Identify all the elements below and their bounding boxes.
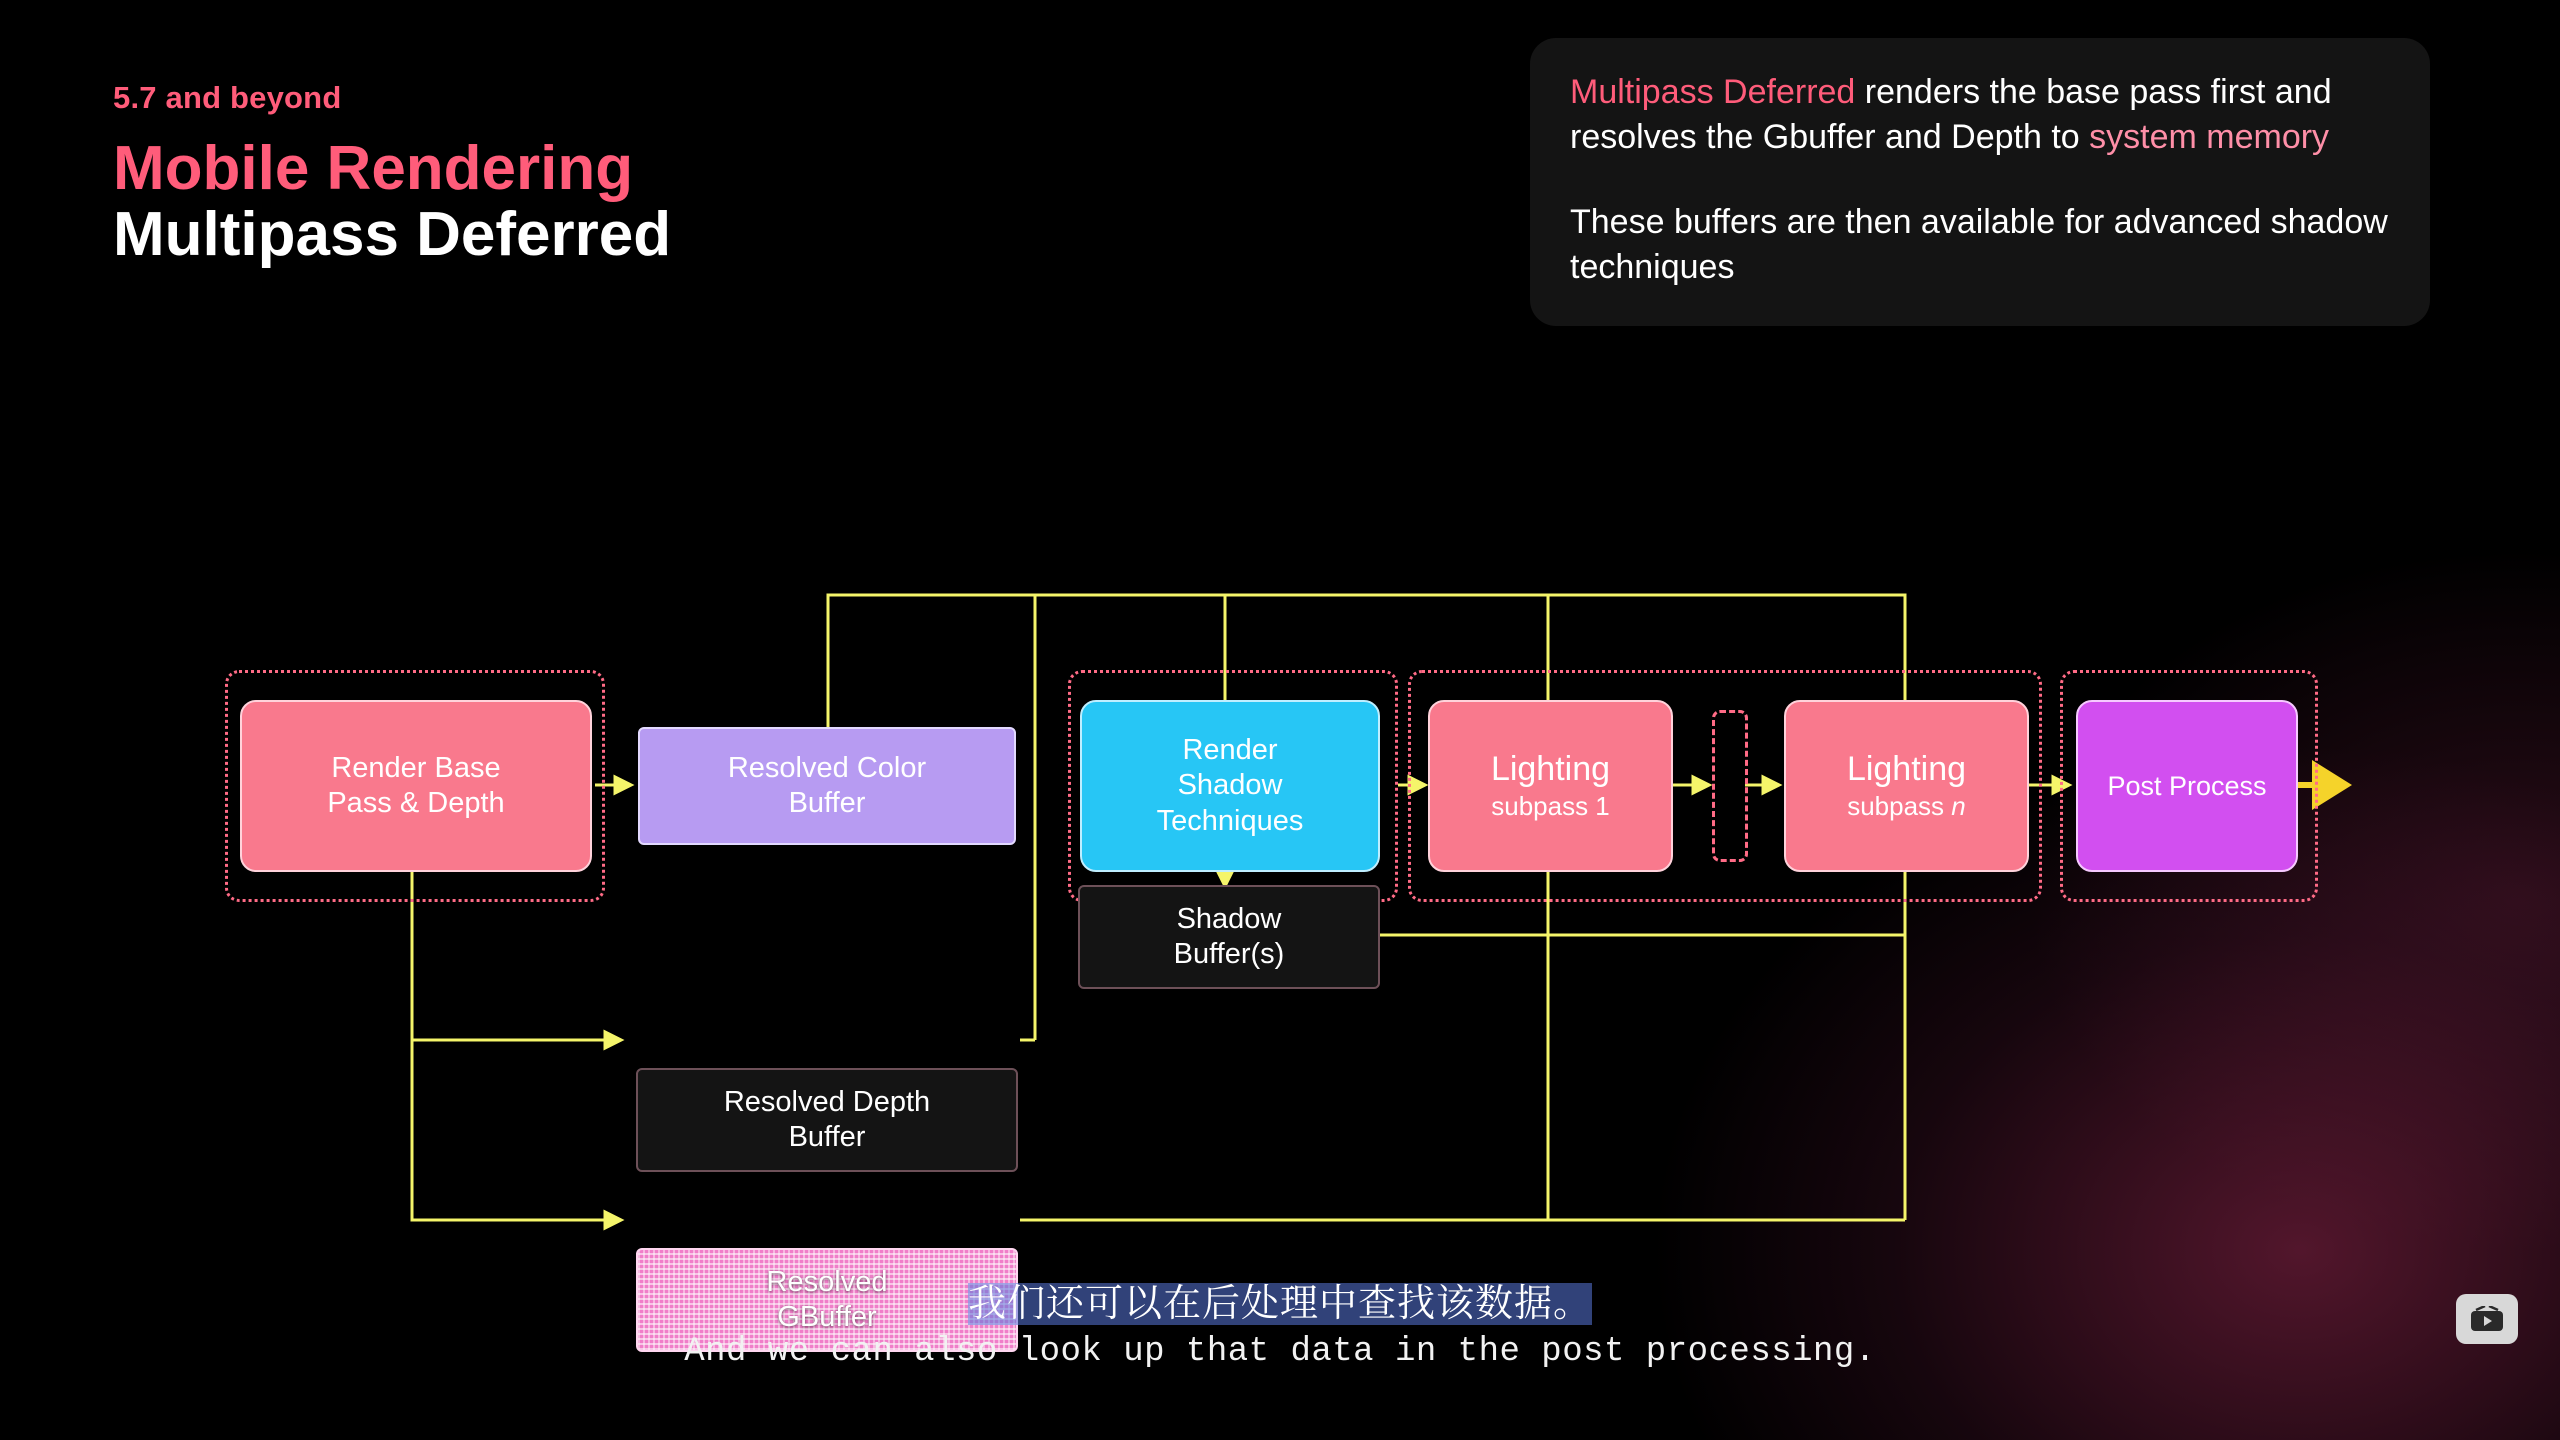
subtitle-chinese [0,1272,2560,1327]
node-render-base-pass[interactable] [240,700,592,872]
node-resolved-gbuffer-label: Resolved GBuffer [766,1265,888,1333]
node-render-base-pass-label: Render Base Pass & Depth [327,751,505,819]
slide-title: Mobile Rendering [113,134,634,203]
node-resolved-depth-buffer-label: Resolved Depth Buffer [723,1085,931,1153]
pipeline-output-arrow [2312,760,2352,810]
node-lighting-subpass-placeholder [1712,710,1748,862]
node-lighting-subpass-n-sub: subpass n [1847,790,1966,821]
pipeline-diagram [0,560,2560,1360]
node-render-shadow-techniques[interactable] [1080,700,1380,872]
node-resolved-depth-buffer[interactable] [636,1068,1018,1172]
node-shadow-buffers-label: Shadow Buffer(s) [1173,902,1285,970]
callout-paragraph-1 [1570,70,2390,160]
slide-subtitle: Multipass Deferred [113,199,672,269]
node-lighting-subpass-1-title: Lighting [1490,750,1611,789]
node-resolved-color-buffer-label: Resolved Color Buffer [727,751,927,819]
callout-term-multipass-deferred: Multipass Deferred [1570,73,1856,111]
title-block [113,80,671,267]
node-resolved-color-buffer[interactable] [638,727,1016,845]
callout-text-1: renders the base pass first and resolves the Gbuffer and Depth to [1570,73,2332,156]
node-lighting-subpass-1[interactable] [1428,700,1673,872]
callout-term-system-memory: system memory [2089,117,2330,156]
subtitle-english: And we can also look up that data in the post processing. [684,1333,1876,1371]
slide-eyebrow: 5.7 and beyond [113,80,342,115]
tv-play-icon-glyph [2470,1306,2504,1332]
node-shadow-buffers[interactable] [1078,885,1380,989]
subtitle-chinese-text: 我们还可以在后处理中查找该数据。 [967,1283,1592,1325]
node-post-process[interactable] [2076,700,2298,872]
node-lighting-subpass-n[interactable] [1784,700,2029,872]
tv-play-icon [2456,1294,2518,1344]
callout-paragraph-2: These buffers are then available for advanced shadow techniques [1570,202,2388,286]
node-lighting-subpass-1-sub: subpass 1 [1491,790,1610,821]
node-post-process-label: Post Process [2107,770,2267,801]
node-render-shadow-techniques-label: Render Shadow Techniques [1156,733,1304,837]
node-lighting-subpass-n-title: Lighting [1846,750,1967,789]
callout-panel [1530,38,2430,326]
